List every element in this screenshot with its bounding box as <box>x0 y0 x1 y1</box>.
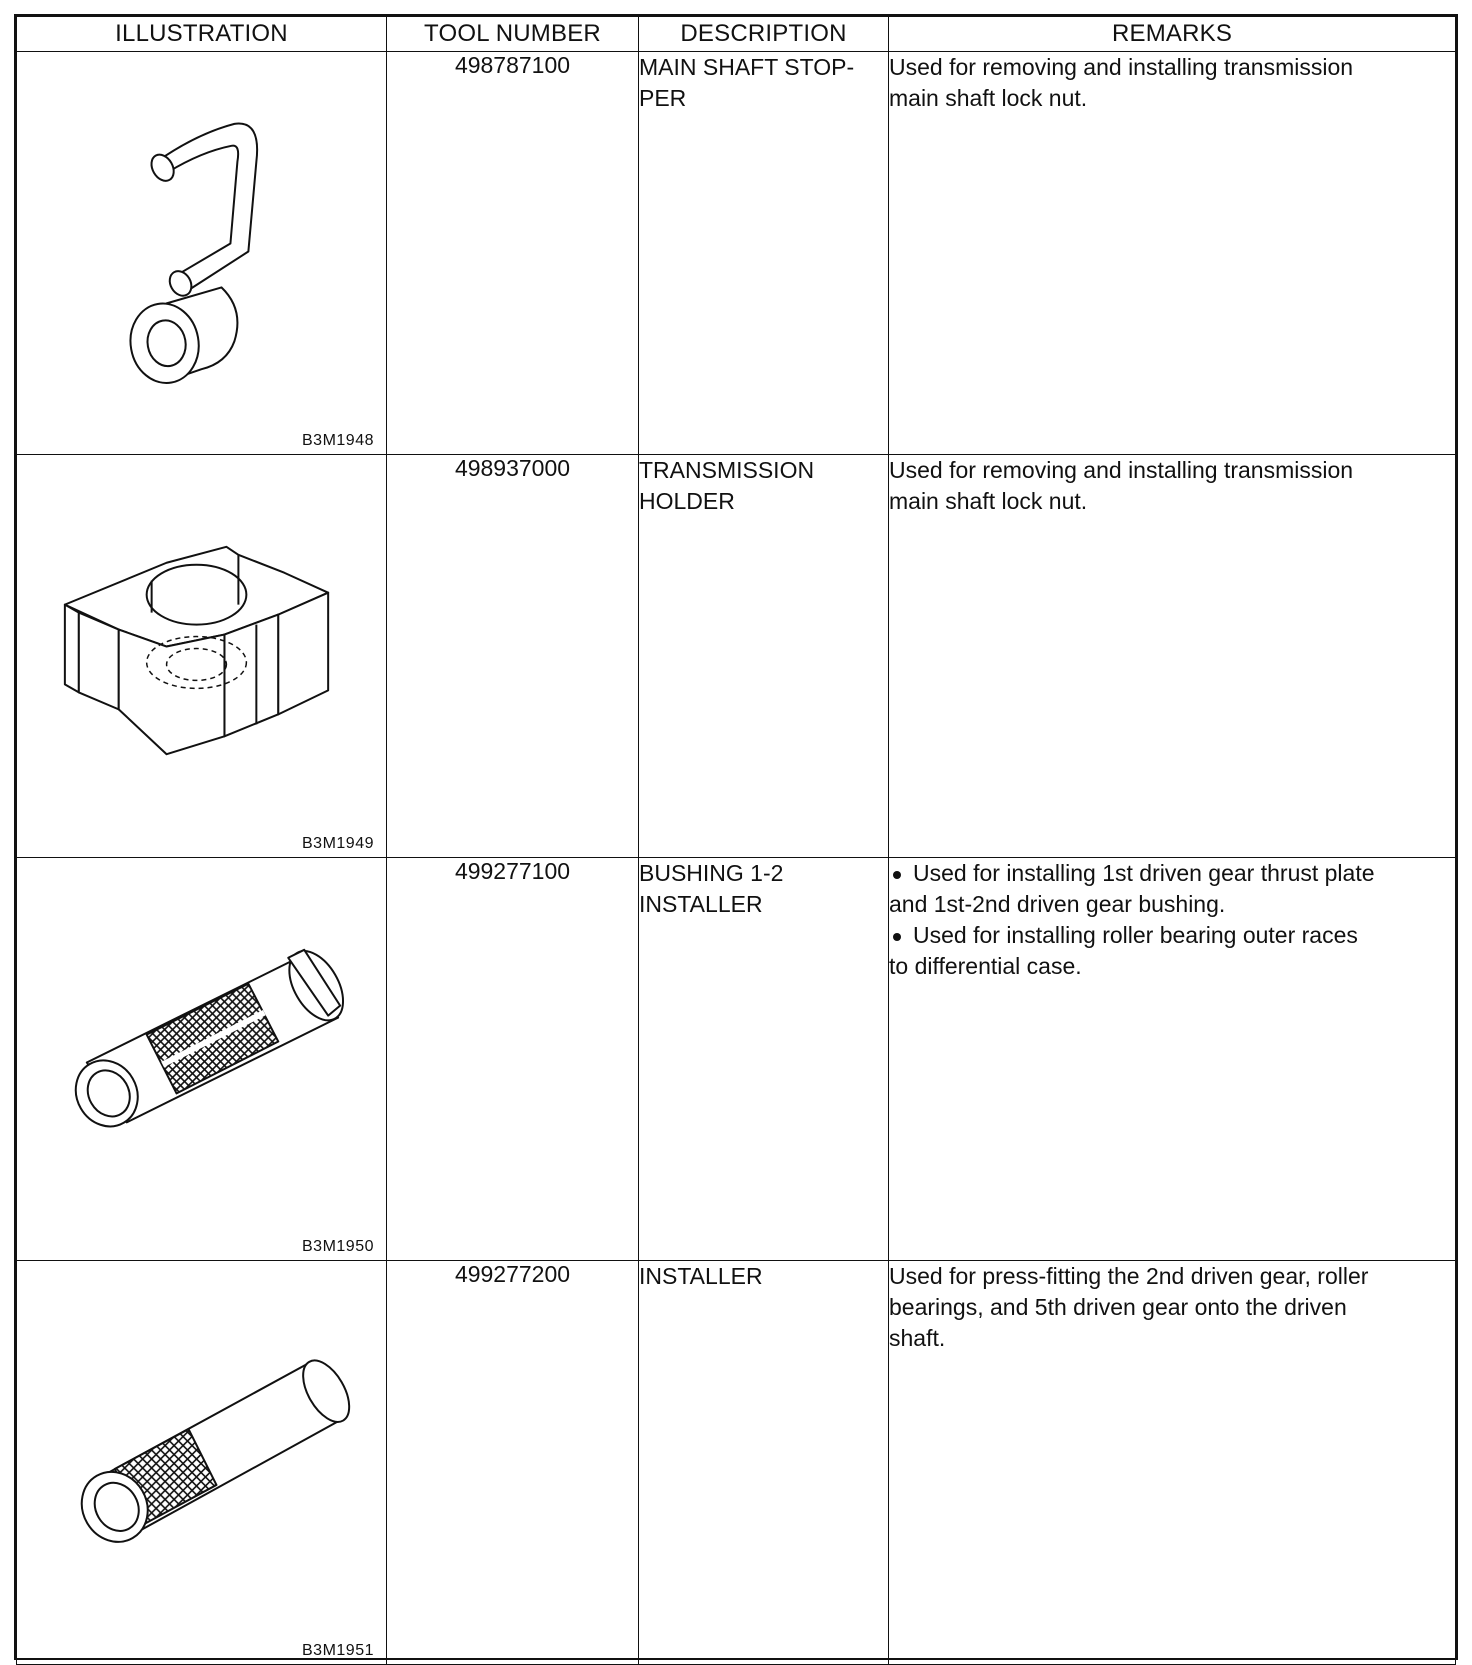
remarks-line: Used for press-fitting the 2nd driven gear, roller <box>889 1263 1369 1289</box>
illustration-cell <box>17 455 387 858</box>
bullet-icon <box>893 871 901 879</box>
special-tools-table-sheet <box>14 14 1458 1660</box>
remarks-line: bearings, and 5th driven gear onto the driven <box>889 1294 1347 1320</box>
remarks-line: main shaft lock nut. <box>889 85 1088 111</box>
description-cell <box>639 455 889 858</box>
figure-code: B3M1950 <box>302 1238 374 1255</box>
remarks-line: to differential case. <box>889 953 1082 979</box>
figure-code: B3M1948 <box>302 432 374 449</box>
remarks-line: Used for removing and installing transmission <box>889 457 1354 483</box>
tool-number-cell: 499277100 <box>387 858 639 1261</box>
remarks-line: main shaft lock nut. <box>889 488 1088 514</box>
description-cell <box>639 858 889 1261</box>
figure-code: B3M1951 <box>302 1642 374 1659</box>
installer-illustration <box>17 1261 386 1664</box>
tool-number-cell: 498937000 <box>387 455 639 858</box>
table-row <box>17 858 1456 1261</box>
description-line: INSTALLER <box>639 1263 763 1289</box>
description-line: HOLDER <box>639 488 735 514</box>
header-remarks: REMARKS <box>889 17 1456 52</box>
bushing-installer-illustration <box>17 858 386 1260</box>
figure-code: B3M1949 <box>302 835 374 852</box>
description-line: TRANSMISSION <box>639 457 815 483</box>
remarks-cell <box>889 1261 1456 1665</box>
remarks-line: Used for installing roller bearing outer races <box>913 922 1358 948</box>
header-illustration: ILLUSTRATION <box>17 17 387 52</box>
remarks-bullet-line <box>889 920 1455 951</box>
illustration-cell <box>17 52 387 455</box>
description-line: BUSHING 1-2 <box>639 860 784 886</box>
table-row <box>17 52 1456 455</box>
illustration-cell <box>17 858 387 1261</box>
remarks-line: Used for installing 1st driven gear thrust plate <box>913 860 1375 886</box>
header-row <box>17 17 1456 52</box>
special-tools-table <box>16 16 1456 1665</box>
header-tool-number: TOOL NUMBER <box>387 17 639 52</box>
main-shaft-stopper-illustration <box>17 52 386 454</box>
remarks-line: Used for removing and installing transmission <box>889 54 1354 80</box>
description-line: MAIN SHAFT STOP- <box>639 54 855 80</box>
tool-number-cell: 499277200 <box>387 1261 639 1665</box>
transmission-holder-illustration <box>17 455 386 857</box>
remarks-cell <box>889 455 1456 858</box>
table-row <box>17 1261 1456 1665</box>
illustration-cell <box>17 1261 387 1665</box>
description-cell <box>639 1261 889 1665</box>
table-row <box>17 455 1456 858</box>
header-description: DESCRIPTION <box>639 17 889 52</box>
description-line: INSTALLER <box>639 891 763 917</box>
description-line: PER <box>639 85 687 111</box>
remarks-line: and 1st-2nd driven gear bushing. <box>889 891 1226 917</box>
bullet-icon <box>893 933 901 941</box>
tool-number-cell: 498787100 <box>387 52 639 455</box>
remarks-cell <box>889 52 1456 455</box>
remarks-line: shaft. <box>889 1325 946 1351</box>
remarks-bullet-line <box>889 858 1455 889</box>
remarks-cell <box>889 858 1456 1261</box>
description-cell <box>639 52 889 455</box>
